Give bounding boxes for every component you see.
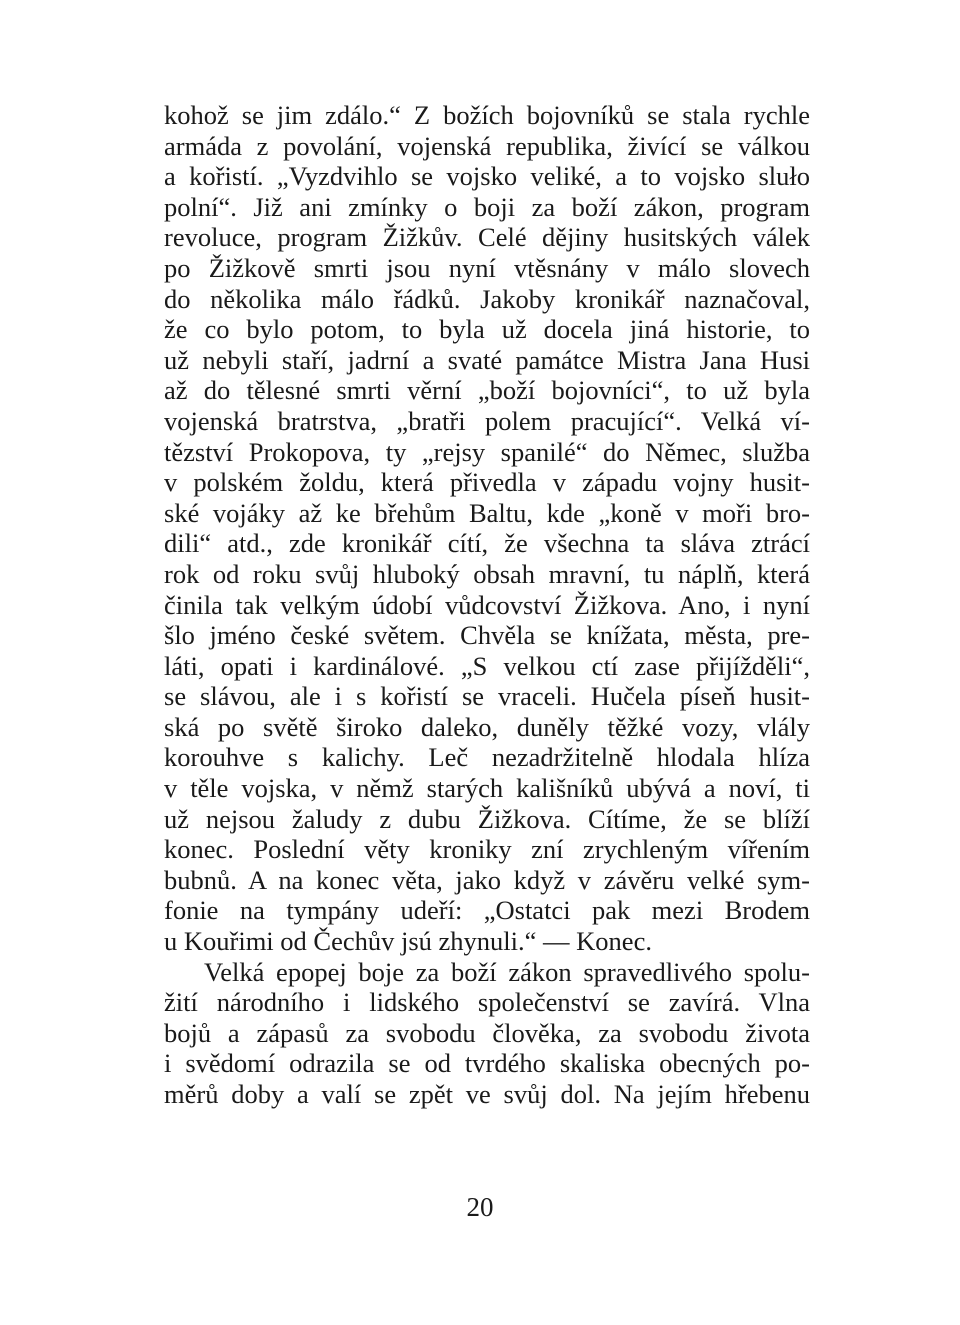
text-line: korouhve s kalichy. Leč nezadržitelně hlodala hlíza (164, 742, 810, 773)
text-line: Velká epopej boje za boží zákon spravedlivého spolu- (204, 956, 810, 987)
text-line: se slávou, ale i s kořistí se vraceli. Hučela píseň husit- (164, 681, 810, 712)
text-line: armáda z povolání, vojenská republika, živící se válkou (164, 130, 810, 161)
text-line: už nejsou žaludy z dubu Žižkova. Cítíme, že se blíží (164, 803, 810, 834)
text-line: i svědomí odrazila se od tvrdého skaliska obecných po- (164, 1048, 810, 1079)
text-line: tězství Prokopova, ty „rejsy spanilé“ do Němec, služba (164, 436, 810, 467)
text-line: vojenská bratrstva, „bratři polem pracující“. Velká ví- (164, 405, 810, 436)
text-line: u Kouřimi od Čechův jsú zhynuli.“ — Konec. (164, 926, 652, 957)
text-line: ská po světě široko daleko, duněly těžké vozy, vlály (164, 711, 810, 742)
text-line: šlo jméno české světem. Chvěla se knížata, města, pre- (164, 620, 810, 651)
text-line: činila tak velkým údobí vůdcovství Žižkova. Ano, i nyní (164, 589, 810, 620)
text-line: bojů a zápasů za svobodu člověka, za svobodu života (164, 1017, 810, 1048)
text-line: v těle vojska, v němž starých kališníků ubývá a noví, ti (164, 773, 810, 804)
text-line: a kořistí. „Vyzdvihlo se vojsko veliké, a to vojsko sluło (164, 161, 810, 192)
text-line: do několika málo řádků. Jakoby kronikář naznačoval, (164, 283, 810, 314)
page-number: 20 (466, 1192, 494, 1222)
body-text (164, 100, 810, 1110)
text-line: už nebyli staří, jadrní a svaté památce Mistra Jana Husi (164, 344, 810, 375)
text-line: konec. Poslední věty kroniky zní zrychleným vířením (164, 834, 810, 865)
text-line: dili“ atd., zde kronikář cítí, že všechna ta sláva ztrácí (164, 528, 810, 559)
text-line: že co bylo potom, to byla už docela jiná historie, to (164, 314, 810, 345)
text-line: po Žižkově smrti jsou nyní vtěsnány v málo slovech (164, 252, 810, 283)
text-line: fonie na tympány udeří: „Ostatci pak mezi Brodem (164, 895, 810, 926)
text-line: polní“. Již ani zmínky o boji za boží zákon, program (164, 191, 810, 222)
text-line: žití národního i lidského společenství se zavírá. Vlna (164, 987, 810, 1018)
paragraph-1 (164, 100, 810, 957)
text-line: v polském žoldu, která přivedla v západu vojny husit- (164, 467, 810, 498)
paragraph-2 (164, 957, 810, 1110)
text-line: ské vojáky až ke břehům Baltu, kde „koně v moři bro- (164, 497, 810, 528)
text-line: revoluce, program Žižkův. Celé dějiny husitských válek (164, 222, 810, 253)
text-line: měrů doby a valí se zpět ve svůj dol. Na jejím hřebenu (164, 1079, 810, 1109)
text-line: až do tělesné smrti věrní „boží bojovníci“, to už byla (164, 375, 810, 406)
text-line: bubnů. A na konec věta, jako když v závěru velké sym- (164, 864, 810, 895)
text-line: kohož se jim zdálo.“ Z božích bojovníků se stala rychle (164, 100, 810, 130)
text-line: láti, opati i kardinálové. „S velkou ctí zase přijížděli“, (164, 650, 810, 681)
text-line: rok od roku svůj hluboký obsah mravní, tu náplň, která (164, 558, 810, 589)
